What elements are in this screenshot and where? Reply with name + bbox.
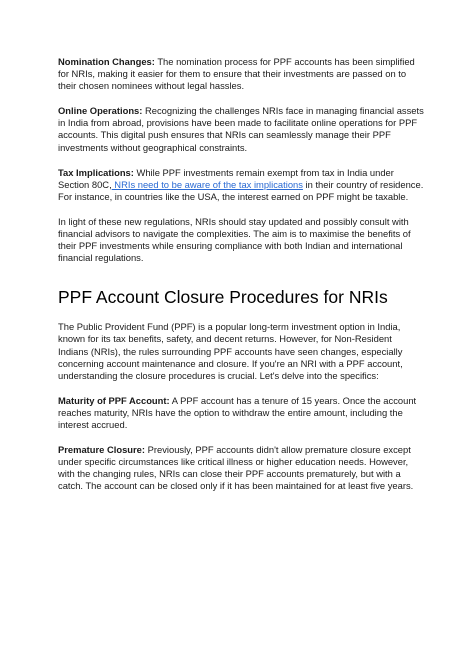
summary-paragraph: In light of these new regulations, NRIs should stay updated and possibly consult with financial advisors to navigate the complexities. The aim is to maximise the benefits of their PPF investments while ensuring compliance with both Indian and international financial regulations. <box>58 215 411 264</box>
tax-implications-link[interactable]: NRIs need to be aware of the tax implications <box>111 178 303 190</box>
document-page <box>58 56 424 505</box>
tax-implications-paragraph <box>58 167 424 203</box>
tax-implications-text-before: While PPF investments remain exempt from tax in India under Section 80C, <box>58 166 394 190</box>
tax-implications-text-after: in their country of residence. For instance, in countries like the USA, the interest earned on PPF might be taxable. <box>58 178 424 202</box>
online-operations-text: Recognizing the challenges NRIs face in managing financial assets in India from abroad, provisions have been made to facilitate online operations for PPF accounts. This digital push ensures that NRIs can seamlessly manage their PPF investments without geographical constraints. <box>58 105 424 153</box>
maturity-heading: Maturity of PPF Account: <box>58 394 170 406</box>
tax-implications-heading: Tax Implications: <box>58 166 134 178</box>
premature-closure-paragraph <box>58 444 424 492</box>
maturity-text: A PPF account has a tenure of 15 years. Once the account reaches maturity, NRIs have the option to withdraw the entire amount, including the interest accrued. <box>58 394 417 430</box>
premature-closure-text: Previously, PPF accounts didn't allow premature closure except under specific circumstances like critical illness or higher education needs. However, with the changing rules, NRIs can close their PPF accounts prematurely, but with a catch. The account can be closed only if it has been maintained for at least five years. <box>58 444 414 492</box>
closure-section-title: PPF Account Closure Procedures for NRIs <box>58 287 388 308</box>
closure-intro-paragraph: The Public Provident Fund (PPF) is a popular long-term investment option in India, known for its tax benefits, safety, and decent returns. However, for Non-Resident Indians (NRIs), the rules surrounding PPF accounts have seen changes, especially concerning account maintenance and closure. If you're an NRI with a PPF account, understanding the closure procedures is crucial. Let's delve into the specifics: <box>58 321 403 381</box>
nomination-text: The nomination process for PPF accounts has been simplified for NRIs, making it easier for them to ensure that their investments are passed on to their chosen nominees without legal hassles. <box>58 56 415 92</box>
maturity-paragraph <box>58 395 424 431</box>
nomination-paragraph <box>58 56 424 92</box>
premature-closure-heading: Premature Closure: <box>58 444 146 456</box>
online-operations-heading: Online Operations: <box>58 105 143 117</box>
nomination-heading: Nomination Changes: <box>58 56 155 67</box>
online-operations-paragraph <box>58 105 424 153</box>
